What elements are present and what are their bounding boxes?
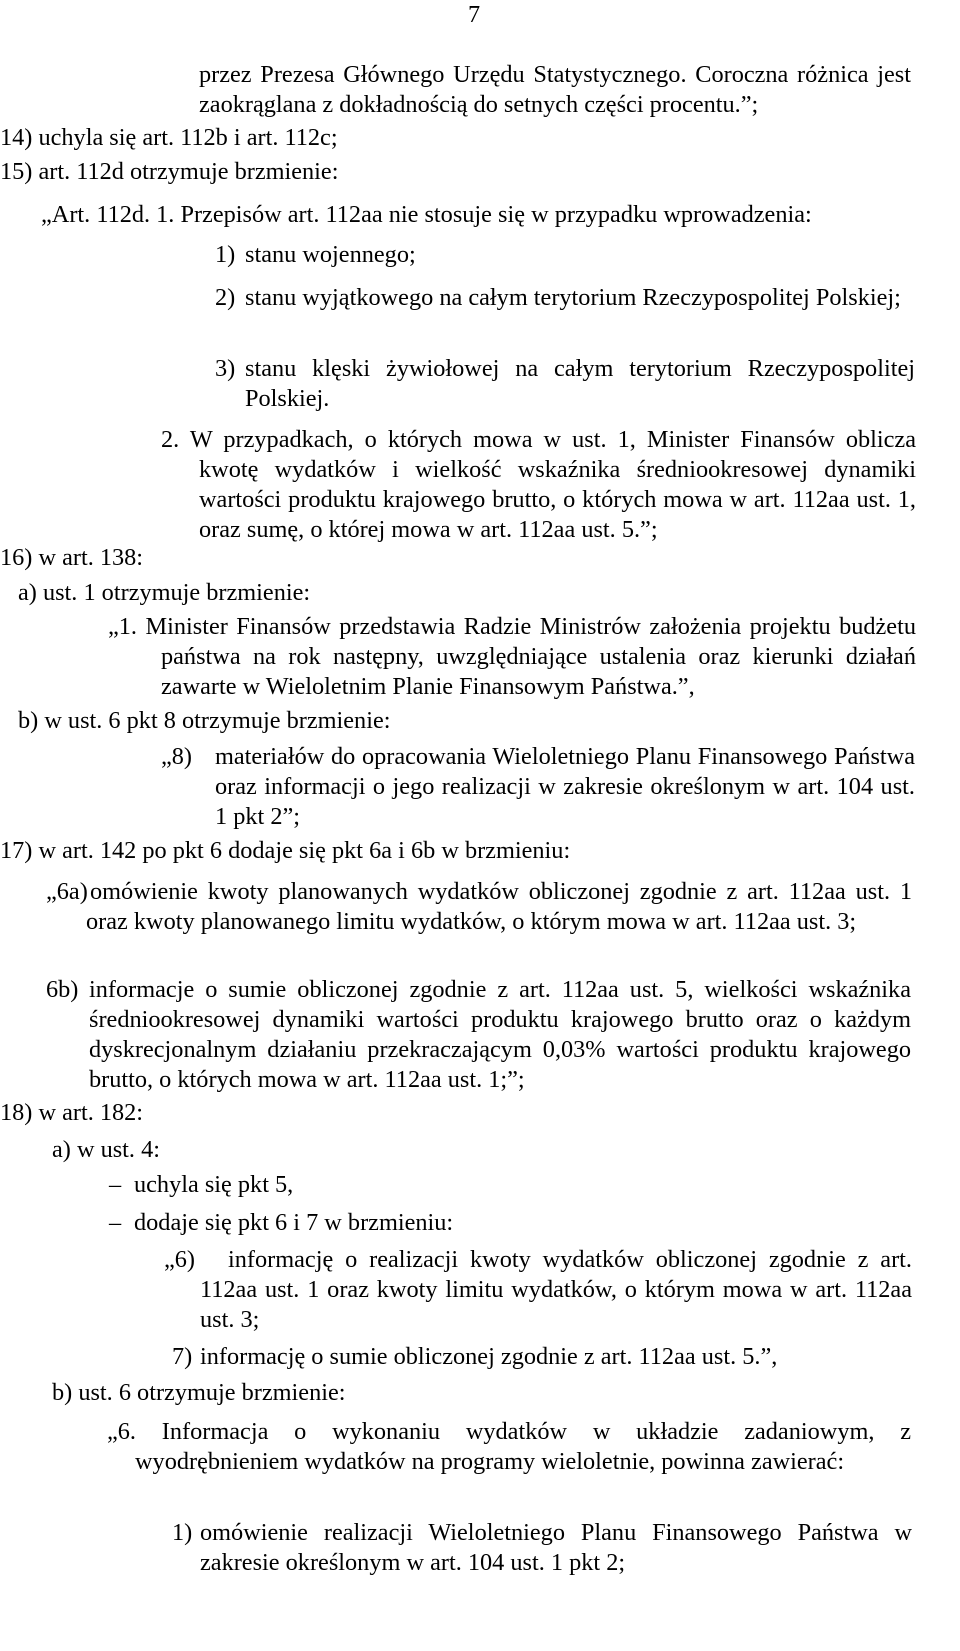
point-18a-6-content: informację o realizacji kwoty wydatków obliczonej zgodnie z art. 112aa ust. 1 oraz kwoty limitu wydatków, o którym mowa w art. 112aa ust. 3; [200,1246,912,1333]
point-18b-content: „6. Informacja o wykonaniu wydatków w układzie zadaniowym, z wyodrębnieniem wydatków na programy wieloletnie, powinna zawierać: [107,1418,911,1475]
point-18a-6-text [200,1245,912,1335]
point-18a: a) w ust. 4: [52,1136,160,1163]
point-17-6a-label: „6a) [46,878,88,905]
point-16a-quote: „1. Minister Finansów przedstawia Radzie Ministrów założenia projektu budżetu państwa na rok następny, uwzględniające ustalenia oraz kierunki działań zawarte w Wieloletnim Planie Finansowym Państwa.”, [108,613,916,700]
art-112d-ust-2-text: 2. W przypadkach, o których mowa w ust. 1, Minister Finansów oblicza kwotę wydatków i wielkość wskaźnika średniookresowej dynamiki wartości produktu krajowego brutto, o których mowa w art. 112aa ust. 1, oraz sumę, o której mowa w art. 112aa ust. 5.”; [161,426,916,543]
point-18b-text [107,1417,911,1477]
point-16: 16) w art. 138: [0,544,144,571]
point-16a-text [108,612,916,702]
art-112d-ust-2 [161,425,916,545]
point-18a-dash-1: uchyla się pkt 5, [134,1171,294,1198]
point-18a-7-label: 7) [172,1343,193,1370]
page-number: 7 [468,1,481,28]
point-15: 15) art. 112d otrzymuje brzmienie: [0,158,339,185]
art-112d-point-2-text: stanu wyjątkowego na całym terytorium Rzeczypospolitej Polskiej; [245,284,901,311]
point-16b-label: „8) [161,743,193,770]
point-18: 18) w art. 182: [0,1099,144,1126]
art-112d-point-2-label: 2) [215,284,236,311]
point-17: 17) w art. 142 po pkt 6 dodaje się pkt 6a i 6b w brzmieniu: [0,837,571,864]
point-18b-1-label: 1) [172,1519,193,1546]
paragraph-continuation: przez Prezesa Głównego Urzędu Statystycznego. Coroczna różnica jest zaokrąglana z dokładnością do setnych części procentu.”; [199,61,911,118]
art-112d-point-3-label: 3) [215,355,236,382]
art-112d-heading: „Art. 112d. 1. Przepisów art. 112aa nie stosuje się w przypadku wprowadzenia: [41,201,812,228]
point-17-6a-text [86,877,912,937]
art-112d-point-1-label: 1) [215,241,236,268]
point-18b-1-text: omówienie realizacji Wieloletniego Planu Finansowego Państwa w zakresie określonym w art. 104 ust. 1 pkt 2; [200,1519,912,1576]
point-17-6b-label: 6b) [46,976,79,1003]
point-18a-7-text: informację o sumie obliczonej zgodnie z art. 112aa ust. 5.”, [200,1343,778,1370]
point-18a-6-label: „6) [164,1246,196,1273]
art-112d-point-1-text: stanu wojennego; [245,241,416,268]
art-112d-point-3-text: stanu klęski żywiołowej na całym terytorium Rzeczypospolitej Polskiej. [245,355,915,412]
point-16b: b) w ust. 6 pkt 8 otrzymuje brzmienie: [18,707,391,734]
point-14: 14) uchyla się art. 112b i art. 112c; [0,124,338,151]
dash-bullet: – [109,1171,122,1198]
dash-bullet: – [109,1209,122,1236]
point-18a-dash-2: dodaje się pkt 6 i 7 w brzmieniu: [134,1209,454,1236]
point-17-6a-content: omówienie kwoty planowanych wydatków obliczonej zgodnie z art. 112aa ust. 1 oraz kwoty planowanego limitu wydatków, o którym mowa w art. 112aa ust. 3; [86,878,912,935]
point-16b-text: materiałów do opracowania Wieloletniego Planu Finansowego Państwa oraz informacji o jego realizacji w zakresie określonym w art. 104 ust. 1 pkt 2”; [215,743,915,830]
point-16a: a) ust. 1 otrzymuje brzmienie: [18,579,311,606]
point-17-6b-text: informacje o sumie obliczonej zgodnie z art. 112aa ust. 5, wielkości wskaźnika średniookresowej dynamiki wartości produktu krajowego brutto oraz o każdym dyskrecjonalnym działaniu przekraczającym 0,03% wartości produktu krajowego brutto, o których mowa w art. 112aa ust. 1;”; [89,976,911,1093]
point-18b: b) ust. 6 otrzymuje brzmienie: [52,1379,346,1406]
